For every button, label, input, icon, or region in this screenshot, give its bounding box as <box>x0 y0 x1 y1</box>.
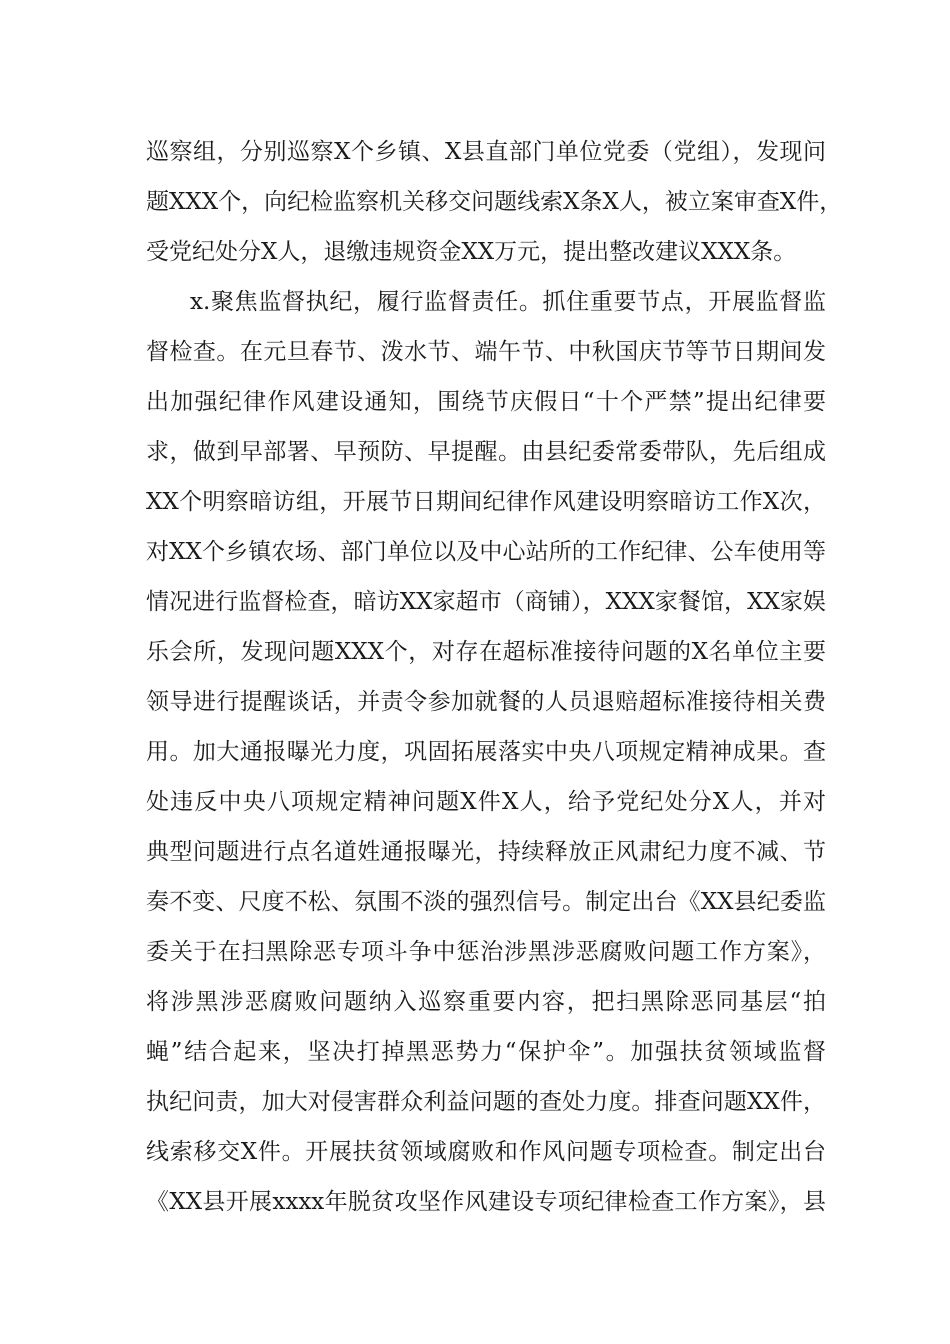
text-line: 情况进行监督检查，暗访XX家超市（商铺），XXX家餐馆，XX家娱 <box>146 589 826 615</box>
text-line: 题XXX个，向纪检监察机关移交问题线索X条X人，被立案审查X件， <box>146 189 843 215</box>
text-line: 《XX县开展xxxx年脱贫攻坚作风建设专项纪律检查工作方案》，县 <box>146 1189 826 1215</box>
text-line: 对XX个乡镇农场、部门单位以及中心站所的工作纪律、公车使用等 <box>146 539 826 565</box>
paragraph-heading-line: x.聚焦监督执纪，履行监督责任。抓住重要节点，开展监督监 <box>190 289 826 315</box>
text-line: 奏不变、尺度不松、氛围不淡的强烈信号。制定出台《XX县纪委监 <box>146 889 826 915</box>
text-line: 执纪问责，加大对侵害群众利益问题的查处力度。排查问题XX件， <box>146 1089 826 1115</box>
text-line: 处违反中央八项规定精神问题X件X人，给予党纪处分X人，并对 <box>146 789 826 815</box>
text-line: 受党纪处分X人，退缴违规资金XX万元，提出整改建议XXX条。 <box>146 239 797 265</box>
text-line: 蝇”结合起来，坚决打掉黑恶势力“保护伞”。加强扶贫领域监督 <box>146 1039 826 1065</box>
text-line: 出加强纪律作风建设通知，围绕节庆假日“十个严禁”提出纪律要 <box>146 389 826 415</box>
text-line: 求，做到早部署、早预防、早提醒。由县纪委常委带队，先后组成 <box>146 439 826 465</box>
text-line: 领导进行提醒谈话，并责令参加就餐的人员退赔超标准接待相关费 <box>146 689 826 715</box>
text-line: 乐会所，发现问题XXX个，对存在超标准接待问题的X名单位主要 <box>146 639 826 665</box>
text-line: 用。加大通报曝光力度，巩固拓展落实中央八项规定精神成果。查 <box>146 739 826 765</box>
text-line: 线索移交X件。开展扶贫领域腐败和作风问题专项检查。制定出台 <box>146 1139 826 1165</box>
text-line: 委关于在扫黑除恶专项斗争中惩治涉黑涉恶腐败问题工作方案》， <box>146 939 826 965</box>
text-line: 督检查。在元旦春节、泼水节、端午节、中秋国庆节等节日期间发 <box>146 339 826 365</box>
text-line: 巡察组，分别巡察X个乡镇、X县直部门单位党委（党组），发现问 <box>146 139 826 165</box>
text-line: 将涉黑涉恶腐败问题纳入巡察重要内容，把扫黑除恶同基层“拍 <box>146 989 826 1015</box>
text-line: XX个明察暗访组，开展节日期间纪律作风建设明察暗访工作X次， <box>146 489 826 515</box>
text-line: 典型问题进行点名道姓通报曝光，持续释放正风肃纪力度不减、节 <box>146 839 826 865</box>
